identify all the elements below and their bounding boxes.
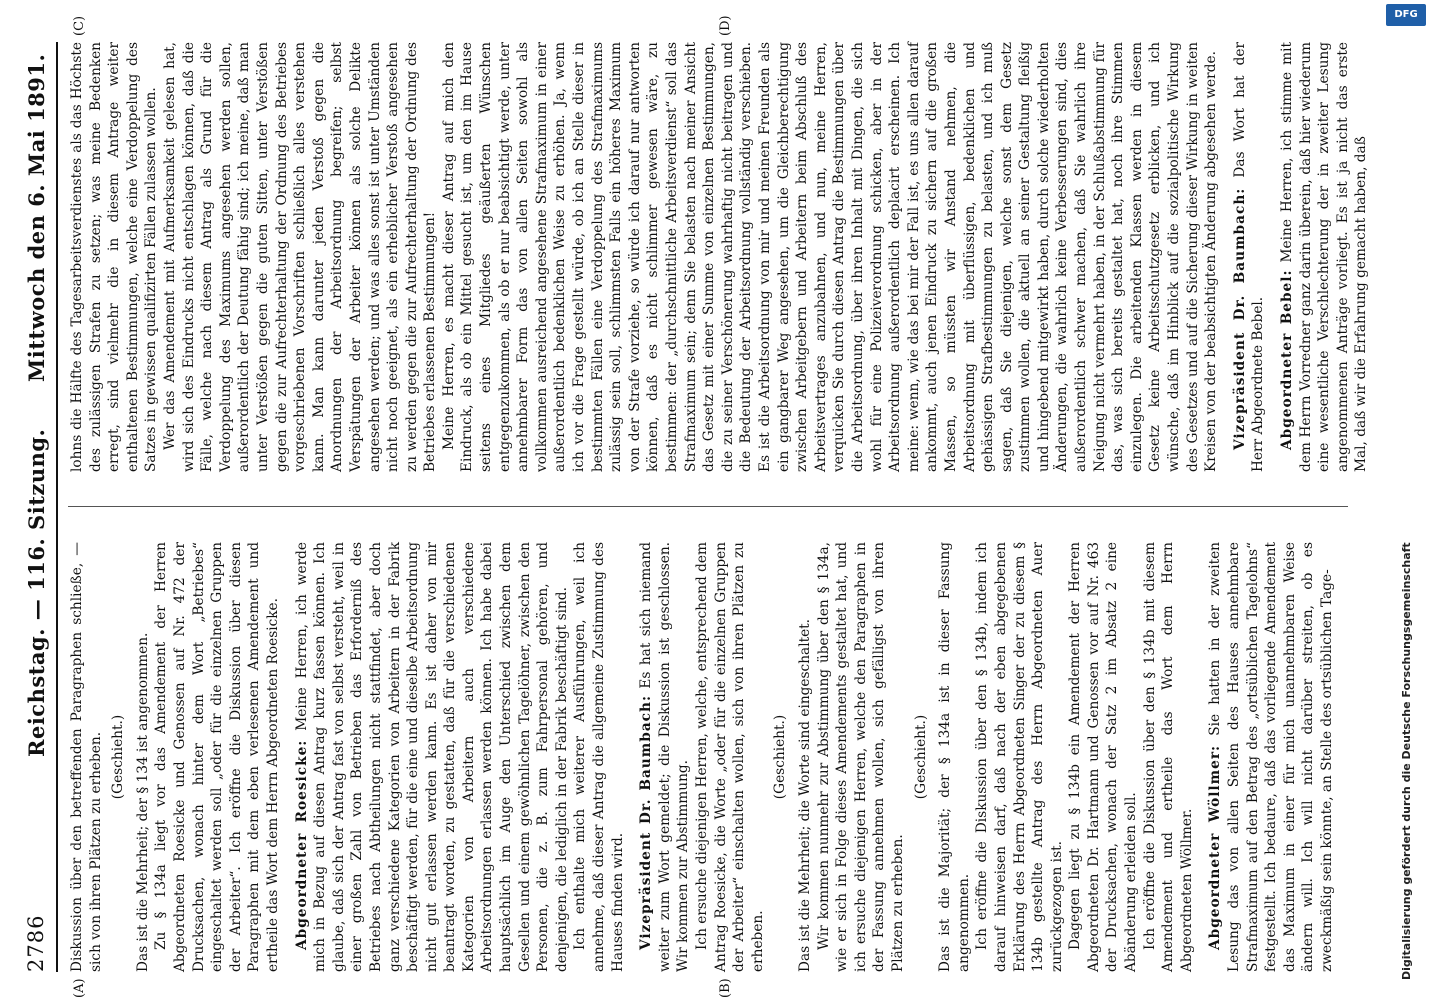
header-rule	[56, 42, 58, 972]
margin-mark-a: (A)	[72, 978, 87, 998]
speaker-name: Vizepräsident Dr. Baumbach:	[1231, 187, 1248, 450]
paragraph: Ich eröffne die Diskussion über den § 134b, indem ich darauf hinweisen darf, daß nach der eben abgegebenen Erklärung des Herrn Abgeordneten Singer der zu diesem § 134b gestellte Antrag des Herrn Abgeordneten Auer zurückgezogen ist.	[974, 542, 1065, 972]
speech	[1278, 42, 1371, 472]
speech-text: Meine Herren, ich stimme mit dem Herrn Vorredner ganz darin überein, daß hier wiederum eine wesentliche Verschlechterung der in zweiter Lesung angenommenen Anträge vorliegt. Es ist ja nicht das erste Mal, daß wir die Erfahrung gemacht haben, daß	[1279, 42, 1370, 472]
speech-text: Meine Herren, ich werde mich in Bezug auf diesen Antrag kurz fassen können. Ich glaube, daß sich der Antrag fast von selbst versteht, weil in einer großen Zahl von Betrieben das Erforderniß des Betriebes nach Abtheilungen nicht stattfindet, aber doch ganz verschiedene Kategorien von Arbeitern in der Fabrik beschäftigt werden, für die eine und dieselbe Arbeitsordnung nicht gut erlassen werden kann. Es ist daher von mir beantragt worden, zu gestatten, daß für die verschiedenen Kategorien von Arbeitern auch verschiedene Arbeitsordnungen erlassen werden können. Ich habe dabei hauptsächlich im Auge den Unterschied zwischen dem Gesellen und einem gewöhnlichen Tagelöhner, zwischen den Personen, die z. B. zum Fahrpersonal gehören, und denjenigen, die lediglich in der Fabrik beschäftigt sind.	[293, 542, 570, 972]
margin-mark-b: (B)	[718, 978, 733, 998]
paragraph: Das ist die Mehrheit; die Worte sind eingeschaltet.	[796, 618, 813, 972]
page-header	[14, 42, 54, 972]
paragraph: Dagegen liegt zu § 134b ein Amendement der Herren Abgeordneten Dr. Hartmann und Genossen vor auf Nr. 463 der Drucksachen, wonach der Satz 2 im Absatz 2 eine Abänderung erleiden soll.	[1067, 542, 1140, 972]
paragraph: Ich enthalte mich weiterer Ausführungen, weil ich annehme, daß dieser Antrag die allgemeine Zustimmung des Hauses finden wird.	[572, 542, 626, 972]
paragraph: Diskussion über den betreffenden Paragraphen schließe, — sich von ihren Plätzen zu erheben.	[69, 542, 104, 972]
credit-text: Digitalisierung gefördert durch die Deutsche Forschungsgemeinschaft	[1400, 542, 1413, 980]
digitization-credit	[1398, 30, 1420, 990]
paragraph: Ich ersuche diejenigen Herren, welche, entsprechend dem Antrag Roesicke, die Worte „oder für die einzelnen Gruppen der Arbeiter“ einschalten wollen, sich von ihren Plätzen zu erheben.	[694, 542, 766, 972]
stage-direction: (Geschieht.)	[110, 714, 127, 800]
speech-text: Es hat sich niemand weiter zum Wort gemeldet; die Diskussion ist geschlossen. Wir kommen zur Abstimmung.	[638, 542, 692, 972]
speaker-name: Vizepräsident Dr. Baumbach:	[638, 694, 655, 950]
paragraph: Das ist die Majorität; der § 134a ist in dieser Fassung angenommen.	[937, 542, 972, 972]
speech	[293, 542, 572, 972]
margin-mark-c: (C)	[72, 15, 87, 36]
speech	[1206, 542, 1336, 972]
column-divider	[68, 506, 1348, 507]
speech	[1231, 42, 1268, 472]
speaker-name: Abgeordneter Wöllmer:	[1207, 744, 1224, 950]
paragraph: Wir kommen nunmehr zur Abstimmung über den § 134a, wie er sich in Folge dieses Amendements gestaltet hat, und ich ersuche diejenigen Herren, welche den Paragraphen in der Fassung annehmen wollen, sich gefälligst von ihren Plätzen zu erheben.	[815, 542, 906, 972]
paragraph: Wer das Amendement mit Aufmerksamkeit gelesen hat, wird sich des Eindrucks nicht entschlagen können, daß die Fälle, welche nach diesem Antrag als Grund für die Verdoppelung des Maximums angesehen werden sollen, außerordentlich der Deutung fähig sind; ich meine, daß man unter Verstößen gegen die guten Sitten, unter Verstößen gegen die zur Aufrechterhaltung der Ordnung des Betriebes vorgeschriebenen Vorschriften schließlich alles verstehen kann. Man kann darunter jeden Verstoß gegen die Anordnungen der Arbeitsordnung begreifen; selbst Verspätungen der Arbeiter können als solche Delikte angesehen werden; und was alles sonst ist unter Umständen nicht noch geeignet, als ein erheblicher Verstoß angesehen zu werden gegen die zur Aufrechterhaltung der Ordnung des Betriebes erlassenen Bestimmungen!	[161, 42, 439, 472]
right-column	[68, 42, 1371, 472]
paragraph: lohns die Hälfte des Tagesarbeitsverdienstes als das Höchste des zulässigen Strafen zu setzen; was meine Bedenken erregt, sind vielmehr die in diesem Antrage weiter enthaltenen Bestimmungen, welche eine Verdoppelung des Satzes in gewissen qualifizirten Fällen zulassen wollen.	[69, 42, 160, 472]
paragraph: Zu § 134a liegt vor das Amendement der Herren Abgeordneten Roesicke und Genossen auf Nr. 472 der Drucksachen, wonach hinter dem Wort „Betriebes“ eingeschaltet werden soll „oder für die einzelnen Gruppen der Arbeiter“. Ich eröffne die Diskussion über diesen Paragraphen mit dem eben verlesenen Amendement und ertheile das Wort dem Herrn Abgeordneten Roesicke.	[153, 542, 281, 972]
session-title: Reichstag. — 116. Sitzung.	[24, 428, 49, 757]
stage-direction: (Geschieht.)	[772, 714, 789, 800]
speaker-name: Abgeordneter Bebel:	[1279, 269, 1295, 450]
paragraph: Ich eröffne die Diskussion über den § 134b mit diesem Amendement und ertheile das Wort dem Herrn Abgeordneten Wöllmer.	[1141, 542, 1195, 972]
page-number: 2786	[24, 914, 48, 972]
dfg-logo: DFG	[1386, 4, 1426, 26]
speech-text: Das Wort hat der Herr Abgeordnete Bebel.	[1231, 42, 1267, 472]
stage-direction: (Geschieht.)	[912, 714, 929, 800]
paragraph: Meine Herren, es macht dieser Antrag auf mich den Eindruck, als ob ein Mittel gesucht ist, um den im Hause seitens eines Mitgliedes geäußerten Wünschen entgegenzukommen, als ob er nur beabsichtigt werde, unter annehmbarer Form das von allen Seiten sowohl als vollkommen ausreichend angesehene Strafmaximum in einer außerordentlich bedenklichen Weise zu erhöhen. Ja, wenn ich vor die Frage gestellt würde, ob ich an Stelle dieser in bestimmten Fällen eine Verdoppelung des Strafmaximums zulässig sein soll, schlimmsten Falls ein höheres Maximum von der Strafe vorziehe, so würde ich darauf nur antworten können, daß es nicht schlimmer gewesen wäre, zu bestimmen: der „durchschnittliche Arbeitsverdienst“ soll das Strafmaximum sein; denn Sie belasten nach meiner Ansicht das Gesetz mit einer Summe von einzelnen Bestimmungen, die zu seiner Verschönerung wahrhaftig nicht beitragen und die Bedeutung der Arbeitsordnung vollständig verschieben. Es ist die Arbeitsordnung von mir und meinen Freunden als ein gangbarer Weg angesehen, um die Gleichberechtigung zwischen Arbeitgebern und Arbeitern beim Abschluß des Arbeitsvertrages anzubahnen, und nun, meine Herren, verquicken Sie durch diesen Antrag die Bestimmungen über die Arbeitsordnung, über ihren Inhalt mit Dingen, die sich wohl für eine Polizeiverordnung schicken, aber in der Arbeitsordnung außerordentlich deplacirt erscheinen. Ich meine: wenn, wie das bei mir der Fall ist, es uns allen darauf ankommt, auch jenen Eindruck zu sichern auf die großen Massen, so müssten wir Anstand nehmen, die Arbeitsordnung mit überflüssigen, bedenklichen und gehässigen Strafbestimmungen zu belasten, und ich muß sagen, daß Sie diejenigen, welche sonst dem Gesetz zustimmen wollen, die aktuell an seiner Gestaltung fleißig und hingebend mitgewirkt haben, durch solche wiederholten Änderungen, die wahrlich keine Verbesserungen sind, dies außerordentlich schwer machen, daß Sie wahrlich ihre Neigung nicht vermehrt haben, in der Schlußabstimmung für das, was sich bereits gestaltet hat, noch ihre Stimmen einzulegen. Die arbeitenden Klassen werden in diesem Gesetz keine Arbeitsschutzgesetz erblicken, und ich wünsche, daß im Hinblick auf die sozialpolitische Wirkung des Gesetzes und auf die Sicherung dieser Wirkung in weiten Kreisen von der beabsichtigten Änderung abgesehen werde.	[440, 42, 1220, 472]
speech-text: Sie hatten in der zweiten Lesung das von allen Seiten des Hauses annehmbare Strafmaximum auf den Betrag des „ortsüblichen Tagelohns“ festgestellt. Ich bedaure, daß das vorliegende Amendement das Maximum in einer für mich unannehmbaren Weise ändern will. Ich will nicht darüber streiten, ob es zweckmäßig sein könnte, an Stelle des ortsüblichen Tage-	[1207, 542, 1335, 972]
session-date: Mittwoch den 6. Mai 1891.	[24, 53, 49, 382]
left-column	[68, 542, 1337, 972]
margin-mark-d: (D)	[718, 15, 733, 36]
paragraph: Das ist die Mehrheit; der § 134 ist angenommen.	[134, 632, 151, 972]
speaker-name: Abgeordneter Roesicke:	[293, 739, 310, 950]
speech	[637, 542, 693, 972]
